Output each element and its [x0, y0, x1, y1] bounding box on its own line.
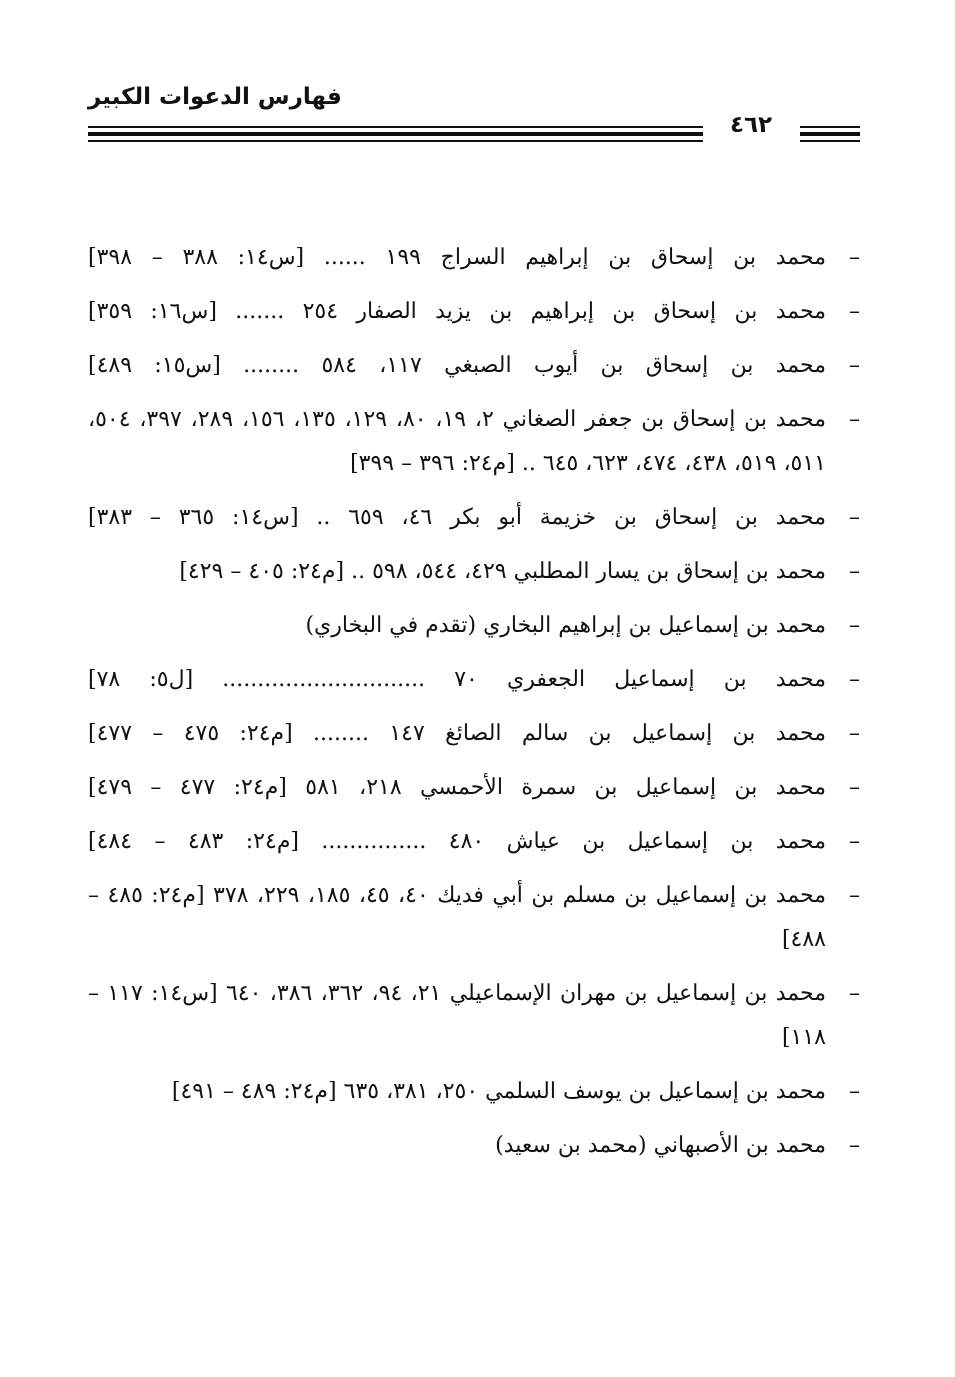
page-header — [88, 82, 860, 152]
entry-dash: – — [849, 981, 860, 1006]
entry-text: محمد بن إسماعيل بن سمرة الأحمسي ٢١٨، ٥٨١ [م٢٤: ٤٧٧ – ٤٧٩] — [88, 775, 827, 800]
header-rule-short — [800, 126, 860, 146]
entry-dash: – — [849, 299, 860, 324]
header-rule-long — [88, 126, 703, 146]
index-entry — [88, 236, 860, 280]
entry-dash: – — [849, 883, 860, 908]
entry-text: محمد بن إسحاق بن خزيمة أبو بكر ٤٦، ٦٥٩ .. [س١٤: ٣٦٥ – ٣٨٣] — [88, 505, 827, 530]
index-entry — [88, 604, 860, 648]
index-entries — [81, 236, 860, 1178]
index-entry — [88, 712, 860, 756]
entry-dash: – — [849, 721, 860, 746]
entry-text: محمد بن إسحاق بن يسار المطلبي ٤٢٩، ٥٤٤، ٥٩٨ .. [م٢٤: ٤٠٥ – ٤٢٩] — [179, 559, 826, 584]
entry-dash: – — [849, 1133, 860, 1158]
index-entry — [88, 496, 860, 540]
index-entry — [81, 398, 860, 486]
index-entry — [88, 1124, 860, 1168]
entry-dash: – — [849, 829, 860, 854]
entry-dash: – — [849, 667, 860, 692]
entry-text: محمد بن إسماعيل بن عياش ٤٨٠ ............... [م٢٤: ٤٨٣ – ٤٨٤] — [88, 829, 826, 854]
entry-dash: – — [849, 353, 860, 378]
index-entry — [88, 658, 860, 702]
index-entry — [88, 550, 860, 594]
entry-text: محمد بن إسماعيل بن سالم الصائغ ١٤٧ ........ [م٢٤: ٤٧٥ – ٤٧٧] — [88, 721, 826, 746]
index-entry — [81, 874, 860, 962]
entry-text: محمد بن إسحاق بن إبراهيم السراج ١٩٩ ...... [س١٤: ٣٨٨ – ٣٩٨] — [88, 245, 826, 270]
page-number: ٤٦٢ — [729, 112, 773, 138]
index-entry — [88, 290, 860, 334]
entry-text: محمد بن إسحاق بن أيوب الصبغي ١١٧، ٥٨٤ ........ [س١٥: ٤٨٩] — [88, 353, 827, 378]
index-entry — [81, 972, 860, 1060]
entry-text: محمد بن إسماعيل بن مسلم بن أبي فديك ٤٠، ٤٥، ١٨٥، ٢٢٩، ٣٧٨ [م٢٤: ٤٨٥ – ٤٨٨] — [81, 883, 827, 952]
entry-text: محمد بن إسماعيل الجعفري ٧٠ ............................. [ل٥: ٧٨] — [88, 667, 827, 692]
entry-dash: – — [849, 407, 860, 432]
index-entry — [88, 1070, 860, 1114]
index-entry — [88, 344, 860, 388]
index-entry — [88, 766, 860, 810]
entry-dash: – — [849, 559, 860, 584]
entry-text: محمد بن إسماعيل بن مهران الإسماعيلي ٢١، ٩٤، ٣٦٢، ٣٨٦، ٦٤٠ [س١٤: ١١٧ – ١١٨] — [81, 981, 827, 1050]
index-entry — [88, 820, 860, 864]
entry-dash: – — [849, 1079, 860, 1104]
entry-text: محمد بن الأصبهاني (محمد بن سعيد) — [495, 1133, 826, 1158]
entry-dash: – — [849, 505, 860, 530]
entry-dash: – — [849, 613, 860, 638]
running-title: فهارس الدعوات الكبير — [88, 84, 342, 110]
entry-dash: – — [849, 775, 860, 800]
entry-dash: – — [849, 245, 860, 270]
entry-text: محمد بن إسماعيل بن يوسف السلمي ٢٥٠، ٣٨١، ٦٣٥ [م٢٤: ٤٨٩ – ٤٩١] — [171, 1079, 826, 1104]
entry-text: محمد بن إسماعيل بن إبراهيم البخاري (تقدم في البخاري) — [305, 613, 826, 638]
entry-text: محمد بن إسحاق بن جعفر الصغاني ٢، ١٩، ٨٠، ١٢٩، ١٣٥، ١٥٦، ٢٨٩، ٣٩٧، ٥٠٤، ٥١١، ٥١٩، ٤٣٨، ٤٧٤، ٦٢٣، ٦٤٥ .. [م٢٤: ٣٩٦ – ٣٩٩] — [81, 407, 827, 476]
entry-text: محمد بن إسحاق بن إبراهيم بن يزيد الصفار ٢٥٤ ....... [س١٦: ٣٥٩] — [88, 299, 826, 324]
